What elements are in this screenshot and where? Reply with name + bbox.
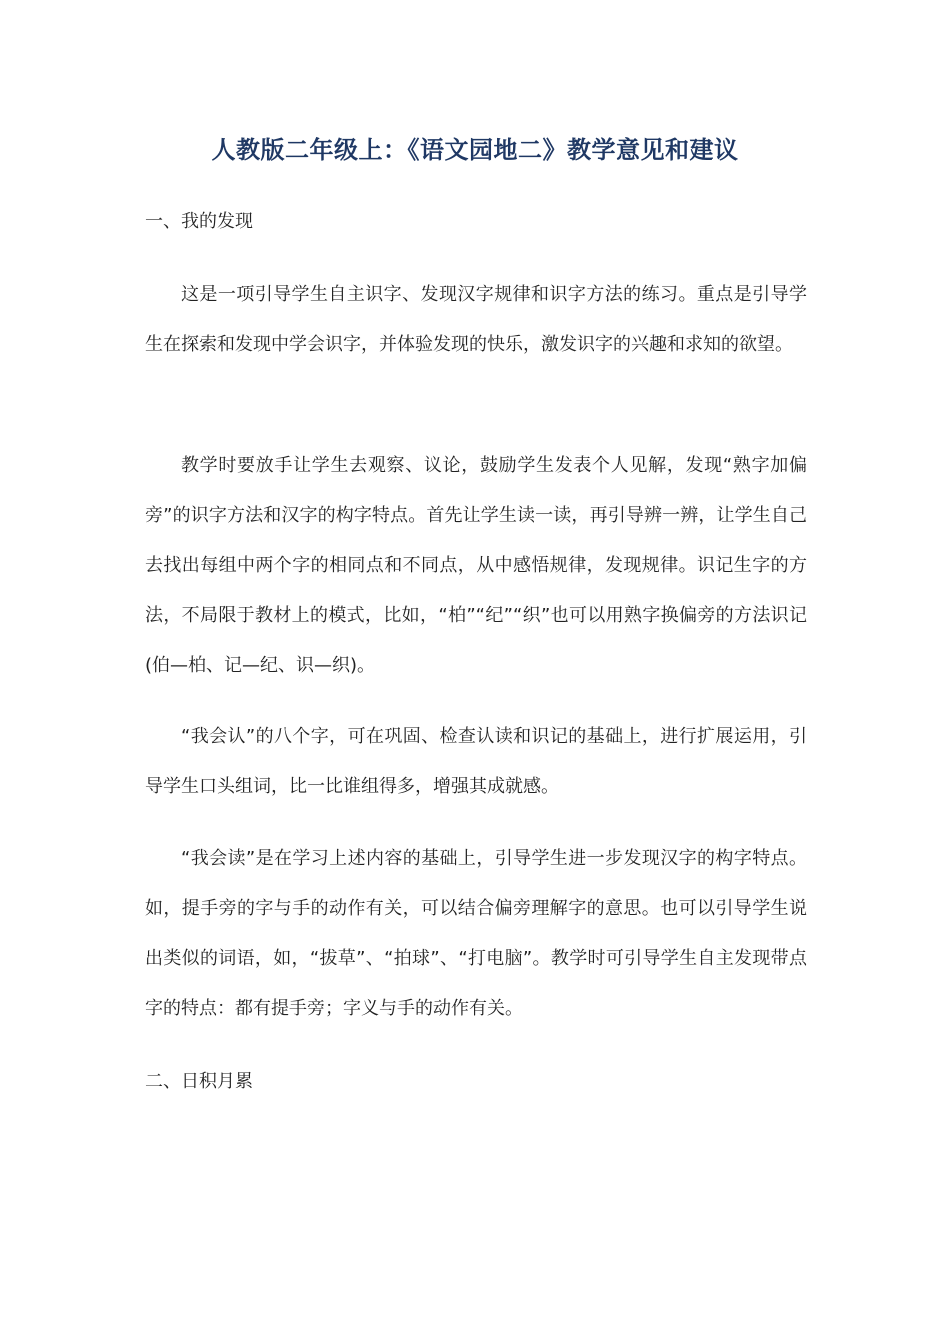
- paragraph: “我会读”是在学习上述内容的基础上，引导学生进一步发现汉字的构字特点。如，提手旁的字与手的动作有关，可以结合偏旁理解字的意思。也可以引导学生说出类似的词语，如，“拔草”、“拍球”、“打电脑”。教学时可引导学生自主发现带点字的特点：都有提手旁；字义与手的动作有关。: [145, 848, 807, 1019]
- paragraph: “我会认”的八个字，可在巩固、检查认读和识记的基础上，进行扩展运用，引导学生口头组词，比一比谁组得多，增强其成就感。: [145, 726, 807, 797]
- section-heading-my-discovery: 一、我的发现: [145, 211, 253, 232]
- paragraph: 这是一项引导学生自主识字、发现汉字规律和识字方法的练习。重点是引导学生在探索和发现中学会识字，并体验发现的快乐，激发识字的兴趣和求知的欲望。: [145, 284, 807, 355]
- paragraph: 教学时要放手让学生去观察、议论，鼓励学生发表个人见解，发现“熟字加偏旁”的识字方法和汉字的构字特点。首先让学生读一读，再引导辨一辨，让学生自己去找出每组中两个字的相同点和不同点，从中感悟规律，发现规律。识记生字的方法，不局限于教材上的模式，比如，“柏”“纪”“织”也可以用熟字换偏旁的方法识记(伯—柏、记—纪、识—织)。: [145, 455, 807, 676]
- document-title: 人教版二年级上：《语文园地二》教学意见和建议: [211, 136, 739, 164]
- section-heading-daily-accumulation: 二、日积月累: [145, 1071, 253, 1092]
